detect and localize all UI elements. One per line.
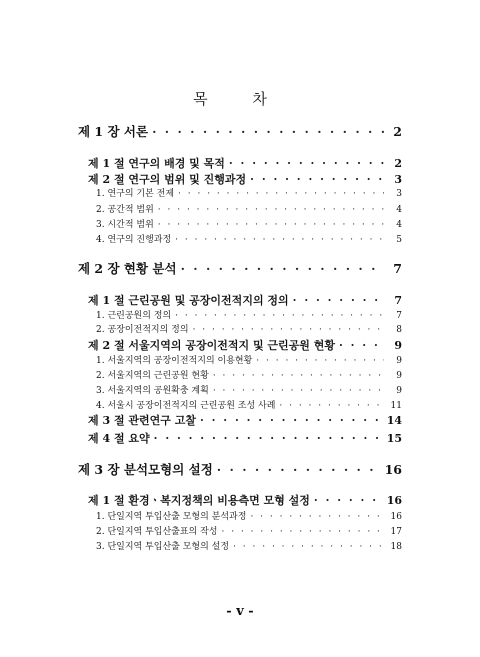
- leader-dots: [256, 356, 384, 366]
- toc-entry-page: 5: [396, 235, 402, 245]
- page-number: - v -: [226, 604, 254, 619]
- toc-chapter-1[interactable]: [78, 122, 402, 140]
- toc-item[interactable]: [96, 398, 402, 411]
- toc-entry-label: 제 3 장 분석모형의 설정: [78, 462, 213, 477]
- toc-section[interactable]: [88, 430, 402, 446]
- toc-item[interactable]: [96, 308, 402, 321]
- leader-dots: [233, 542, 384, 552]
- toc-item[interactable]: [96, 539, 402, 552]
- toc-entry-page: 8: [396, 325, 402, 335]
- toc-entry-page: 14: [386, 414, 402, 427]
- toc-entry-page: 2: [394, 157, 402, 170]
- leader-dots: [222, 527, 385, 537]
- leader-dots: [314, 494, 383, 507]
- toc-entry-page: 3: [394, 173, 402, 186]
- leader-dots: [250, 173, 384, 186]
- toc-entry-page: 16: [384, 462, 402, 477]
- toc-entry-label: 2. 공장이전적지의 정의: [96, 325, 189, 335]
- toc-entry-label: 제 2 장 현황 분석: [78, 261, 177, 276]
- toc-item[interactable]: [96, 383, 402, 396]
- toc-entry-label: 제 1 절 연구의 배경 및 목적: [88, 157, 225, 170]
- toc-section[interactable]: [88, 492, 402, 508]
- toc-entry-page: 9: [396, 371, 402, 381]
- toc-entry-label: 2. 단일지역 투입산출표의 작성: [96, 527, 218, 537]
- toc-entry-label: 4. 서울시 공장이전적지의 근린공원 조성 사례: [96, 401, 276, 411]
- toc-entry-page: 9: [396, 386, 402, 396]
- toc-entry-label: 제 2 절 서울지역의 공장이전적지 및 근린공원 현황: [88, 339, 335, 352]
- toc-entry-page: 4: [396, 205, 402, 215]
- leader-dots: [158, 220, 384, 230]
- toc-item[interactable]: [96, 509, 402, 522]
- leader-dots: [158, 205, 384, 215]
- toc-item[interactable]: [96, 217, 402, 230]
- leader-dots: [178, 189, 384, 199]
- leader-dots: [193, 325, 384, 335]
- toc-entry-label: 1. 서울지역의 공장이전적지의 이용현황: [96, 356, 253, 366]
- toc-entry-label: 3. 시간적 범위: [96, 220, 154, 230]
- leader-dots: [200, 414, 383, 427]
- toc-entry-page: 15: [386, 432, 402, 445]
- toc-entry-label: 제 1 절 환경ㆍ복지정책의 비용측면 모형 설정: [88, 494, 310, 507]
- leader-dots: [279, 401, 384, 411]
- toc-entry-page: 4: [396, 220, 402, 230]
- toc-entry-page: 17: [390, 527, 402, 537]
- toc-section[interactable]: [88, 412, 402, 428]
- leader-dots: [175, 235, 384, 245]
- toc-entry-label: 3. 서울지역의 공원확충 계획: [96, 386, 209, 396]
- toc-entry-label: 제 4 절 요약: [88, 432, 150, 445]
- toc-chapter-2[interactable]: [78, 259, 402, 277]
- toc-item[interactable]: [96, 186, 402, 199]
- toc-chapter-3[interactable]: [78, 460, 402, 478]
- toc-section[interactable]: [88, 171, 402, 187]
- toc-section[interactable]: [88, 155, 402, 171]
- toc-section[interactable]: [88, 292, 402, 308]
- leader-dots: [181, 261, 384, 276]
- toc-entry-label: 2. 서울지역의 근린공원 현황: [96, 371, 209, 381]
- toc-entry-page: 7: [396, 311, 402, 321]
- toc-entry-label: 제 1 장 서론: [78, 124, 149, 139]
- toc-entry-page: 7: [394, 294, 402, 307]
- toc-entry-page: 11: [390, 401, 402, 411]
- toc-title: 목 차: [193, 90, 287, 108]
- leader-dots: [339, 339, 384, 352]
- toc-entry-label: 1. 연구의 기본 전제: [96, 189, 175, 199]
- toc-entry-page: 3: [396, 189, 402, 199]
- leader-dots: [229, 157, 384, 170]
- leader-dots: [154, 432, 383, 445]
- leader-dots: [217, 462, 381, 477]
- toc-entry-page: 18: [390, 542, 402, 552]
- toc-entry-page: 7: [393, 261, 402, 276]
- leader-dots: [152, 124, 384, 139]
- toc-entry-label: 2. 공간적 범위: [96, 205, 154, 215]
- toc-entry-page: 9: [396, 356, 402, 366]
- toc-entry-label: 1. 단일지역 투입산출 모형의 분석과정: [96, 512, 247, 522]
- toc-entry-label: 3. 단일지역 투입산출 모형의 설정: [96, 542, 230, 552]
- toc-entry-label: 제 1 절 근린공원 및 공장이전적지의 정의: [88, 294, 289, 307]
- leader-dots: [213, 386, 384, 396]
- leader-dots: [293, 294, 384, 307]
- toc-item[interactable]: [96, 232, 402, 245]
- toc-entry-page: 9: [394, 339, 402, 352]
- toc-entry-page: 16: [386, 494, 402, 507]
- toc-item[interactable]: [96, 353, 402, 366]
- toc-entry-page: 2: [393, 124, 402, 139]
- toc-entry-label: 1. 근린공원의 정의: [96, 311, 172, 321]
- toc-section[interactable]: [88, 337, 402, 353]
- leader-dots: [175, 311, 384, 321]
- toc-entry-label: 제 2 절 연구의 범위 및 진행과정: [88, 173, 247, 186]
- toc-item[interactable]: [96, 202, 402, 215]
- leader-dots: [250, 512, 384, 522]
- leader-dots: [213, 371, 384, 381]
- toc-item[interactable]: [96, 368, 402, 381]
- toc-entry-page: 16: [390, 512, 402, 522]
- toc-item[interactable]: [96, 524, 402, 537]
- toc-entry-label: 4. 연구의 진행과정: [96, 235, 172, 245]
- toc-item[interactable]: [96, 322, 402, 335]
- toc-entry-label: 제 3 절 관련연구 고찰: [88, 414, 196, 427]
